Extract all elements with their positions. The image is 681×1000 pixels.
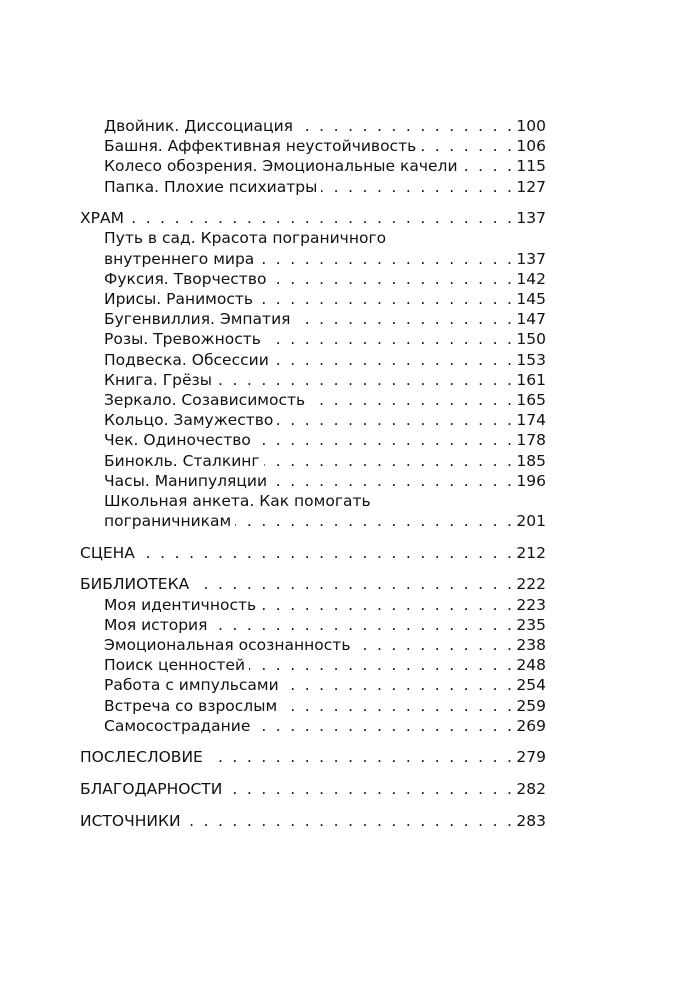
dot-leader (258, 249, 512, 269)
toc-heading-title: БЛАГОДАРНОСТИ (80, 780, 223, 799)
dot-leader (249, 655, 512, 675)
toc-entry-page: 178 (516, 431, 546, 450)
toc-heading-title: ИСТОЧНИКИ (80, 811, 181, 830)
dot-leader (254, 716, 512, 736)
toc-entry (80, 615, 546, 635)
dot-leader (270, 269, 512, 289)
toc-entry-title: Работа с импульсами (104, 676, 279, 695)
dot-leader (216, 370, 512, 390)
toc-entry-page: 145 (516, 290, 546, 308)
toc-entry (80, 451, 546, 471)
toc-entry (80, 410, 546, 430)
toc-section-library (80, 574, 546, 736)
toc-entry (80, 595, 546, 615)
dot-leader (207, 747, 512, 767)
toc-entry-page: 223 (516, 595, 546, 614)
toc-entry-page: 161 (516, 370, 546, 389)
toc-entry-title: Книга. Грёзы (104, 370, 213, 389)
toc-entry-title-line1: Путь в сад. Красота пограничного (104, 229, 387, 248)
toc-entry (80, 511, 546, 531)
toc-entry (80, 635, 546, 655)
dot-leader (321, 177, 512, 197)
toc-entry-title: Часы. Манипуляции (104, 471, 268, 490)
toc-entry (80, 430, 546, 450)
toc-heading-page: 279 (516, 748, 546, 767)
toc-heading-page: 283 (516, 811, 546, 830)
toc-entry-page: 115 (516, 157, 546, 176)
toc-entry-title: Подвеска. Обсессии (104, 350, 269, 369)
dot-leader (265, 329, 512, 349)
toc-entry-page: 153 (516, 350, 546, 369)
toc-entry (80, 289, 546, 309)
toc-entry (80, 471, 546, 491)
toc-entry-page: 165 (516, 390, 546, 409)
toc-entry-title: внутреннего мира (104, 249, 255, 268)
toc-entry (80, 655, 546, 675)
dot-leader (297, 116, 512, 136)
toc-entry-title: пограничникам (104, 512, 232, 531)
toc-entry-page: 150 (516, 330, 546, 349)
toc-entry-page: 100 (516, 117, 546, 135)
toc-heading-title: ПОСЛЕСЛОВИЕ (80, 748, 203, 767)
toc-entry (80, 696, 546, 716)
toc-entry-page: 142 (516, 269, 546, 288)
toc-entry-page: 254 (516, 676, 546, 695)
toc-entry (80, 309, 546, 329)
dot-leader (264, 451, 512, 471)
toc-heading-title: БИБЛИОТЕКА (80, 575, 190, 594)
toc-entry-page: 185 (516, 451, 546, 470)
toc-entry-title: Ирисы. Ранимость (104, 290, 254, 308)
toc-entry-page: 248 (516, 656, 546, 675)
dot-leader (193, 574, 512, 594)
toc-section-acknowledgements (80, 779, 546, 799)
toc-entry (80, 116, 546, 136)
toc-entry-title: Колесо обозрения. Эмоциональные качели (104, 157, 458, 176)
dot-leader (281, 696, 512, 716)
toc-heading (80, 543, 546, 563)
toc-entry-title: Моя идентичность (104, 595, 257, 614)
dot-leader (255, 430, 512, 450)
toc-heading-title: ХРАМ (80, 209, 124, 228)
toc-section-continuation (80, 116, 546, 197)
toc-entry-page: 196 (516, 471, 546, 490)
toc-entry-page: 238 (516, 636, 546, 654)
dot-leader (185, 811, 512, 831)
toc-entry-title: Кольцо. Замужество (104, 411, 274, 430)
toc-entry-page: 269 (516, 716, 546, 735)
toc-heading-page: 222 (516, 575, 546, 594)
dot-leader (211, 615, 512, 635)
toc-entry-title: Бугенвиллия. Эмпатия (104, 310, 291, 329)
toc-heading (80, 779, 546, 799)
dot-leader (235, 511, 512, 531)
toc-entry-title: Башня. Аффективная неустойчивость (104, 137, 417, 156)
toc-entry (80, 329, 546, 349)
toc-entry (80, 370, 546, 390)
toc-entry (80, 716, 546, 736)
toc-entry-page: 235 (516, 615, 546, 634)
toc-entry-title: Моя история (104, 615, 208, 634)
toc-entry (80, 249, 546, 269)
dot-leader (354, 635, 512, 655)
toc-section-stage (80, 543, 546, 563)
toc-entry (80, 269, 546, 289)
toc-entry-page: 259 (516, 696, 546, 715)
dot-leader (260, 595, 512, 615)
toc-entry-page: 201 (516, 512, 546, 531)
toc-entry-title: Папка. Плохие психиатры (104, 177, 318, 196)
toc-entry-page: 174 (516, 411, 546, 430)
toc-heading (80, 574, 546, 594)
toc-entry (80, 136, 546, 156)
toc-entry-title: Чек. Одиночество (104, 431, 251, 450)
dot-leader (462, 156, 512, 176)
toc-heading-page: 212 (516, 543, 546, 562)
toc-heading-title: СЦЕНА (80, 543, 135, 562)
toc-heading-page: 137 (516, 209, 546, 228)
toc-entry (80, 390, 546, 410)
toc-entry-title: Двойник. Диссоциация (104, 117, 294, 135)
toc-entry-title: Фуксия. Творчество (104, 269, 267, 288)
dot-leader (420, 136, 512, 156)
toc-entry-title-line1: Школьная анкета. Как помогать (104, 491, 371, 510)
toc-entry-page: 147 (516, 310, 546, 329)
table-of-contents (80, 116, 546, 831)
toc-heading (80, 811, 546, 831)
dot-leader (226, 779, 512, 799)
dot-leader (309, 390, 512, 410)
toc-heading-page: 282 (516, 780, 546, 799)
toc-entry-title: Розы. Тревожность (104, 330, 261, 349)
toc-entry-title: Зеркало. Созависимость (104, 390, 306, 409)
toc-entry-title: Эмоциональная осознанность (104, 636, 351, 654)
toc-entry (80, 156, 546, 176)
toc-entry (80, 350, 546, 370)
dot-leader (283, 675, 512, 695)
dot-leader (294, 309, 512, 329)
toc-entry-title: Поиск ценностей (104, 656, 246, 675)
dot-leader (128, 208, 512, 228)
toc-entry-title: Самосострадание (104, 716, 251, 735)
toc-entry-title: Встреча со взрослым (104, 696, 278, 715)
toc-entry-title: Бинокль. Сталкинг (104, 451, 260, 470)
dot-leader (273, 350, 512, 370)
toc-entry-page: 106 (516, 137, 546, 156)
toc-section-temple (80, 208, 546, 531)
toc-entry (80, 177, 546, 197)
dot-leader (257, 289, 512, 309)
toc-heading (80, 747, 546, 767)
dot-leader (277, 410, 512, 430)
dot-leader (139, 543, 512, 563)
toc-entry-page: 137 (516, 249, 546, 268)
toc-section-afterword (80, 747, 546, 767)
dot-leader (271, 471, 512, 491)
toc-section-sources (80, 811, 546, 831)
toc-heading (80, 208, 546, 228)
toc-entry-page: 127 (516, 177, 546, 196)
toc-entry (80, 675, 546, 695)
